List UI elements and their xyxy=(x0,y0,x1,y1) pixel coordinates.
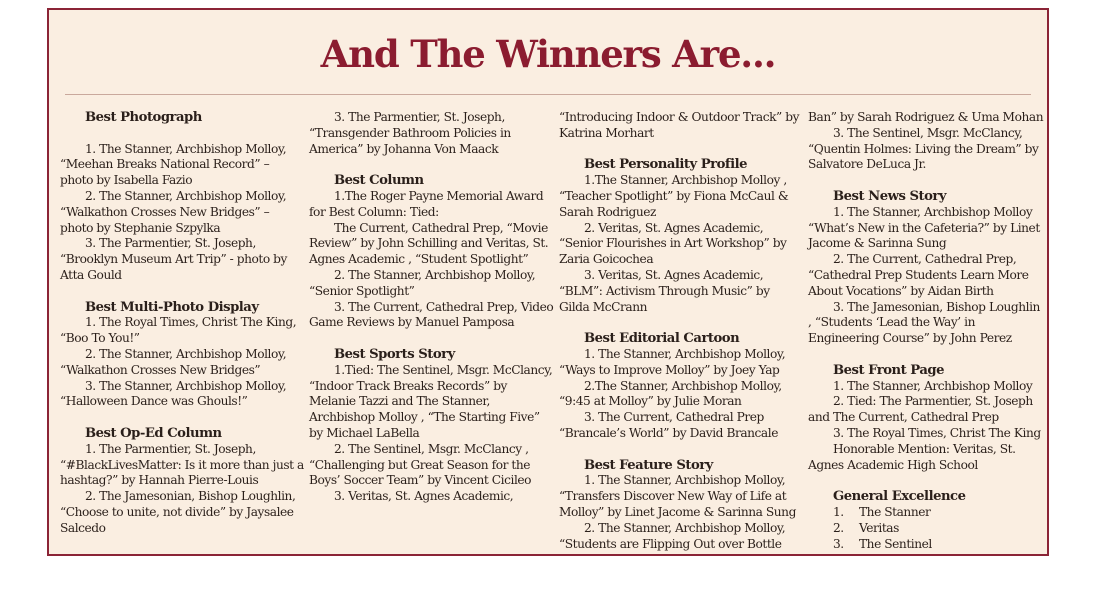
list-item xyxy=(833,521,1044,537)
award-entry: 1. The Stanner, Archbishop Molloy, “Transfers Discover New Way of Life at Molloy” by Linet Jacome & Sarinna Sung xyxy=(559,473,796,519)
heading-best-editorial-cartoon: Best Editorial Cartoon xyxy=(584,331,740,347)
award-entry: 1.Tied: The Sentinel, Msgr. McClancy, “Indoor Track Breaks Records” by Melanie Tazzi and The Stanner, Archbishop Molloy , “The Starting Five” by Michael LaBella xyxy=(309,362,553,440)
award-entry: Honorable Mention: Veritas, St. Agnes Academic High School xyxy=(808,441,1016,472)
award-entry: 3. The Parmentier, St. Joseph, “Transgender Bathroom Policies in America” by Johanna Von Maack xyxy=(309,110,511,156)
list-item xyxy=(833,505,1044,521)
award-entry: 1. The Stanner, Archbishop Molloy, “Ways to Improve Molloy” by Joey Yap xyxy=(559,346,786,377)
award-entry: 3. Veritas, St. Agnes Academic, xyxy=(334,489,514,504)
award-entry: 3. The Sentinel, Msgr. McClancy, “Quentin Holmes: Living the Dream” by Salvatore DeLuca Jr. xyxy=(808,125,1039,172)
heading-best-news-story: Best News Story xyxy=(833,188,946,204)
rank-number: 2. xyxy=(833,520,844,535)
heading-best-photograph: Best Photograph xyxy=(85,110,202,125)
award-entry: 2. The Stanner, Archbishop Molloy, “Walkathon Crosses New Bridges” – photo by Stephanie Szpylka xyxy=(60,188,287,235)
award-entry: 1.The Roger Payne Memorial Award for Best Column: Tied: xyxy=(309,188,544,219)
award-entry: 3. The Current, Cathedral Prep, Video Game Reviews by Manuel Pamposa xyxy=(309,299,554,330)
award-entry: 2. Veritas, St. Agnes Academic, “Senior Flourishes in Art Workshop” by Zaria Goicochea xyxy=(559,220,787,267)
heading-best-multi-photo: Best Multi-Photo Display xyxy=(85,299,259,315)
heading-general-excellence: General Excellence xyxy=(833,489,966,505)
column-2 xyxy=(309,110,554,505)
award-entry: 2. The Current, Cathedral Prep, “Cathedral Prep Students Learn More About Vocations” by Aidan Birth xyxy=(808,252,1029,298)
title-divider xyxy=(65,94,1031,95)
award-entry: 1. The Stanner, Archbishop Molloy “What’s New in the Cafeteria?” by Linet Jacome & Sarinna Sung xyxy=(808,204,1040,251)
winner-name: The Stanner xyxy=(859,504,931,519)
heading-best-column: Best Column xyxy=(334,173,424,189)
award-entry: 3. Veritas, St. Agnes Academic, “BLM”: Activism Through Music” by Gilda McCrann xyxy=(559,267,770,314)
award-entry: 1. The Parmentier, St. Joseph, “#BlackLivesMatter: Is it more than just a hashtag?” by Hannah Pierre-Louis xyxy=(60,441,304,488)
rank-number: 3. xyxy=(833,536,844,551)
heading-best-front-page: Best Front Page xyxy=(833,362,945,378)
award-entry: 2. The Stanner, Archbishop Molloy, “Senior Spotlight” xyxy=(309,267,536,298)
award-entry: The Current, Cathedral Prep, “Movie Review” by John Schilling and Veritas, St. Agnes Academic , “Student Spotlight” xyxy=(309,220,549,267)
award-entry: 2. The Jamesonian, Bishop Loughlin, “Choose to unite, not divide” by Jaysalee Salcedo xyxy=(60,489,296,535)
award-entry: 3. The Current, Cathedral Prep “Brancale’s World” by David Brancale xyxy=(559,410,778,440)
award-entry: 2. Tied: The Parmentier, St. Joseph and The Current, Cathedral Prep xyxy=(808,394,1033,425)
award-entry: 2.The Stanner, Archbishop Molloy, “9:45 at Molloy” by Julie Moran xyxy=(559,378,782,409)
award-entry: 2. The Stanner, Archbishop Molloy, “Walkathon Crosses New Bridges” xyxy=(60,346,287,377)
column-3 xyxy=(559,110,801,552)
award-entry: “Introducing Indoor & Outdoor Track” by Katrina Morhart xyxy=(559,110,800,140)
winners-panel xyxy=(47,8,1049,556)
award-entry: 1. The Stanner, Archbishop Molloy, “Meehan Breaks National Record” – photo by Isabella Fazio xyxy=(60,141,287,188)
award-entry: 1. The Stanner, Archbishop Molloy xyxy=(833,378,1033,393)
award-entry: 3. The Parmentier, St. Joseph, “Brooklyn Museum Art Trip” - photo by Atta Gould xyxy=(60,236,287,282)
page-title: And The Winners Are... xyxy=(320,32,776,76)
heading-best-feature-story: Best Feature Story xyxy=(584,457,713,473)
heading-best-op-ed: Best Op-Ed Column xyxy=(85,425,222,441)
column-4 xyxy=(808,110,1044,552)
rank-number: 1. xyxy=(833,504,844,519)
award-entry: 2. The Sentinel, Msgr. McClancy , “Challenging but Great Season for the Boys’ Soccer Team” by Vincent Cicileo xyxy=(309,441,532,488)
general-excellence-list xyxy=(808,505,1044,552)
heading-best-sports-story: Best Sports Story xyxy=(334,346,455,362)
award-entry: 1. The Royal Times, Christ The King, “Boo To You!” xyxy=(60,315,297,346)
award-entry: 1.The Stanner, Archbishop Molloy , “Teacher Spotlight” by Fiona McCaul & Sarah Rodriguez xyxy=(559,173,789,219)
winner-name: Veritas xyxy=(859,520,899,535)
column-1 xyxy=(60,110,305,537)
heading-best-personality-profile: Best Personality Profile xyxy=(584,157,748,173)
award-entry: 3. The Royal Times, Christ The King xyxy=(833,425,1041,440)
award-entry: 2. The Stanner, Archbishop Molloy, “Students are Flipping Out over Bottle xyxy=(559,520,786,551)
list-item xyxy=(833,537,1044,553)
award-entry: 3. The Stanner, Archbishop Molloy, “Halloween Dance was Ghouls!” xyxy=(60,378,287,409)
winner-name: The Sentinel xyxy=(859,536,932,551)
award-entry: 3. The Jamesonian, Bishop Loughlin , “Students ‘Lead the Way’ in Engineering Course” by John Perez xyxy=(808,299,1040,346)
award-entry: Ban” by Sarah Rodriguez & Uma Mohan xyxy=(808,110,1044,124)
